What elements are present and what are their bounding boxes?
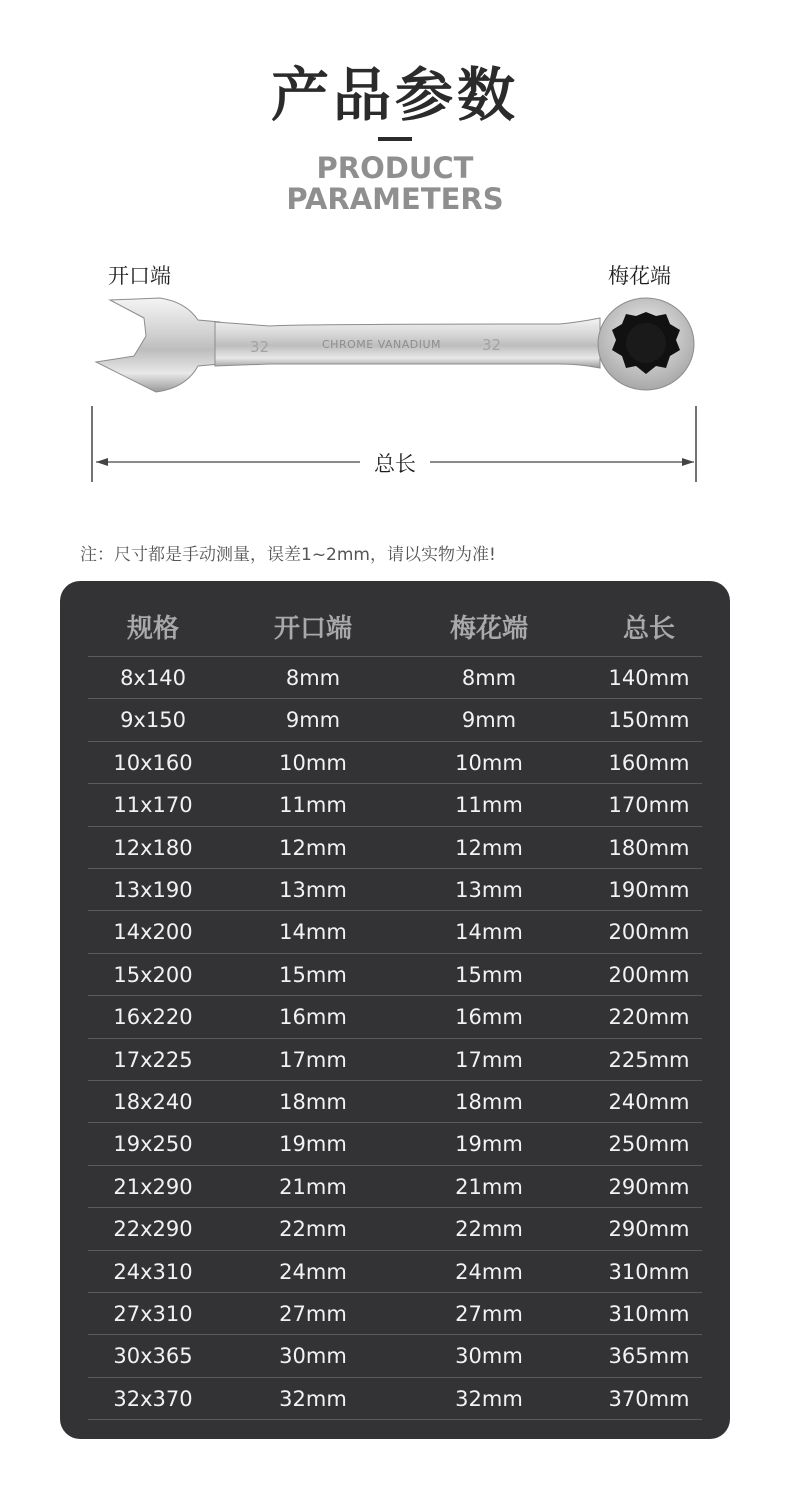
- cell-total-length: 310mm: [608, 1259, 690, 1284]
- cell-ring-end: 22mm: [455, 1217, 523, 1242]
- cell-total-length: 370mm: [608, 1386, 690, 1411]
- table-row: [88, 1080, 702, 1122]
- row-divider: [88, 1334, 702, 1335]
- cell-total-length: 170mm: [608, 793, 690, 818]
- cell-ring-end: 14mm: [455, 920, 523, 945]
- table-header: [60, 581, 730, 656]
- arrow-left-icon: [96, 458, 108, 466]
- total-length-label: 总长: [360, 448, 430, 478]
- cell-ring-end: 8mm: [461, 666, 517, 690]
- table-row: [88, 1038, 702, 1080]
- cell-total-length: 140mm: [608, 666, 690, 690]
- row-divider: [88, 1122, 702, 1123]
- cell-spec: 15x200: [113, 962, 193, 987]
- cell-open-end: 32mm: [279, 1386, 347, 1411]
- cell-open-end: 11mm: [279, 793, 347, 818]
- row-divider: [88, 1165, 702, 1166]
- cell-spec: 10x160: [113, 750, 193, 775]
- table-row: [88, 826, 702, 868]
- cell-open-end: 30mm: [279, 1344, 347, 1369]
- cell-open-end: 15mm: [279, 962, 347, 987]
- table-row: [88, 1250, 702, 1292]
- measurement-note: 注：尺寸都是手动测量，误差1~2mm，请以实物为准!: [80, 545, 496, 565]
- cell-spec: 21x290: [113, 1174, 193, 1199]
- cell-open-end: 13mm: [279, 878, 347, 902]
- cell-total-length: 200mm: [608, 962, 690, 987]
- cell-ring-end: 16mm: [455, 1005, 523, 1030]
- table-row: [88, 698, 702, 740]
- cell-ring-end: 21mm: [455, 1174, 523, 1199]
- cell-total-length: 290mm: [608, 1174, 690, 1199]
- header-ring-end: 梅花端: [449, 614, 528, 644]
- table-row: [88, 656, 702, 698]
- cell-spec: 16x220: [113, 1005, 193, 1030]
- row-divider: [88, 656, 702, 657]
- table-row: [88, 868, 702, 910]
- row-divider: [88, 826, 702, 827]
- engraving-middle: CHROME VANADIUM: [322, 338, 442, 351]
- cell-total-length: 225mm: [608, 1047, 690, 1072]
- row-divider: [88, 1292, 702, 1293]
- table-row: [88, 910, 702, 952]
- row-divider: [88, 868, 702, 869]
- cell-total-length: 310mm: [608, 1302, 690, 1326]
- cell-ring-end: 24mm: [455, 1259, 523, 1284]
- open-end-label: 开口端: [108, 264, 171, 288]
- engraving-right: 32: [482, 336, 502, 354]
- wrench-illustration: [90, 292, 700, 402]
- table-row: [88, 1292, 702, 1334]
- row-divider: [88, 698, 702, 699]
- cell-total-length: 160mm: [608, 750, 690, 775]
- table-row: [88, 1334, 702, 1376]
- row-divider: [88, 1038, 702, 1039]
- row-divider: [88, 995, 702, 996]
- page-title: 产品参数: [270, 61, 519, 129]
- cell-spec: 14x200: [113, 920, 193, 945]
- cell-spec: 32x370: [113, 1386, 193, 1411]
- row-divider: [88, 953, 702, 954]
- cell-total-length: 290mm: [608, 1217, 690, 1242]
- title-divider: [378, 137, 412, 141]
- cell-open-end: 10mm: [279, 750, 347, 775]
- header-open-end: 开口端: [273, 614, 352, 644]
- cell-total-length: 250mm: [608, 1132, 690, 1157]
- cell-open-end: 9mm: [285, 708, 341, 733]
- table-bottom-divider: [88, 1419, 702, 1420]
- cell-ring-end: 11mm: [455, 793, 523, 818]
- cell-open-end: 22mm: [279, 1217, 347, 1242]
- cell-ring-end: 10mm: [455, 750, 523, 775]
- cell-open-end: 18mm: [279, 1090, 347, 1114]
- spec-table: [60, 581, 730, 1439]
- subtitle-line-1: PRODUCT: [316, 151, 474, 185]
- cell-ring-end: 12mm: [455, 835, 523, 860]
- table-row: [88, 995, 702, 1037]
- engraving-left: 32: [250, 338, 270, 356]
- row-divider: [88, 1377, 702, 1378]
- cell-ring-end: 18mm: [455, 1090, 523, 1114]
- cell-spec: 27x310: [113, 1302, 193, 1326]
- cell-spec: 17x225: [113, 1047, 193, 1072]
- table-row: [88, 1207, 702, 1249]
- cell-spec: 12x180: [113, 835, 193, 860]
- cell-total-length: 220mm: [608, 1005, 690, 1030]
- row-divider: [88, 910, 702, 911]
- cell-open-end: 12mm: [279, 835, 347, 860]
- cell-total-length: 190mm: [608, 878, 690, 902]
- row-divider: [88, 1250, 702, 1251]
- cell-open-end: 27mm: [279, 1302, 347, 1326]
- table-row: [88, 783, 702, 825]
- cell-ring-end: 9mm: [461, 708, 517, 733]
- cell-ring-end: 15mm: [455, 962, 523, 987]
- cell-open-end: 19mm: [279, 1132, 347, 1157]
- cell-spec: 24x310: [113, 1259, 193, 1284]
- cell-total-length: 150mm: [608, 708, 690, 733]
- cell-ring-end: 13mm: [455, 878, 523, 902]
- page-subtitle: [0, 153, 790, 215]
- cell-spec: 9x150: [120, 708, 186, 733]
- cell-spec: 8x140: [120, 666, 186, 690]
- arrow-right-icon: [682, 458, 694, 466]
- cell-open-end: 24mm: [279, 1259, 347, 1284]
- cell-open-end: 8mm: [285, 666, 341, 690]
- row-divider: [88, 1207, 702, 1208]
- cell-open-end: 14mm: [279, 920, 347, 945]
- cell-total-length: 200mm: [608, 920, 690, 945]
- cell-open-end: 21mm: [279, 1174, 347, 1199]
- cell-ring-end: 17mm: [455, 1047, 523, 1072]
- cell-spec: 18x240: [113, 1090, 193, 1114]
- cell-spec: 13x190: [113, 878, 193, 902]
- cell-spec: 11x170: [113, 793, 193, 818]
- cell-ring-end: 19mm: [455, 1132, 523, 1157]
- cell-open-end: 16mm: [279, 1005, 347, 1030]
- table-row: [88, 741, 702, 783]
- row-divider: [88, 1080, 702, 1081]
- table-row: [88, 1377, 702, 1419]
- cell-ring-end: 30mm: [455, 1344, 523, 1369]
- row-divider: [88, 783, 702, 784]
- cell-ring-end: 32mm: [455, 1386, 523, 1411]
- row-divider: [88, 741, 702, 742]
- cell-spec: 30x365: [113, 1344, 193, 1369]
- cell-total-length: 240mm: [608, 1090, 690, 1114]
- open-end-jaw: [96, 298, 220, 392]
- cell-total-length: 180mm: [608, 835, 690, 860]
- cell-open-end: 17mm: [279, 1047, 347, 1072]
- table-row: [88, 1165, 702, 1207]
- cell-total-length: 365mm: [608, 1344, 690, 1369]
- table-row: [88, 1122, 702, 1164]
- table-row: [88, 953, 702, 995]
- ring-end-label: 梅花端: [608, 264, 671, 288]
- cell-ring-end: 27mm: [455, 1302, 523, 1326]
- cell-spec: 22x290: [113, 1217, 193, 1242]
- cell-spec: 19x250: [113, 1132, 193, 1157]
- subtitle-line-2: PARAMETERS: [286, 182, 504, 216]
- header-total-length: 总长: [622, 614, 675, 644]
- header-spec: 规格: [126, 614, 179, 644]
